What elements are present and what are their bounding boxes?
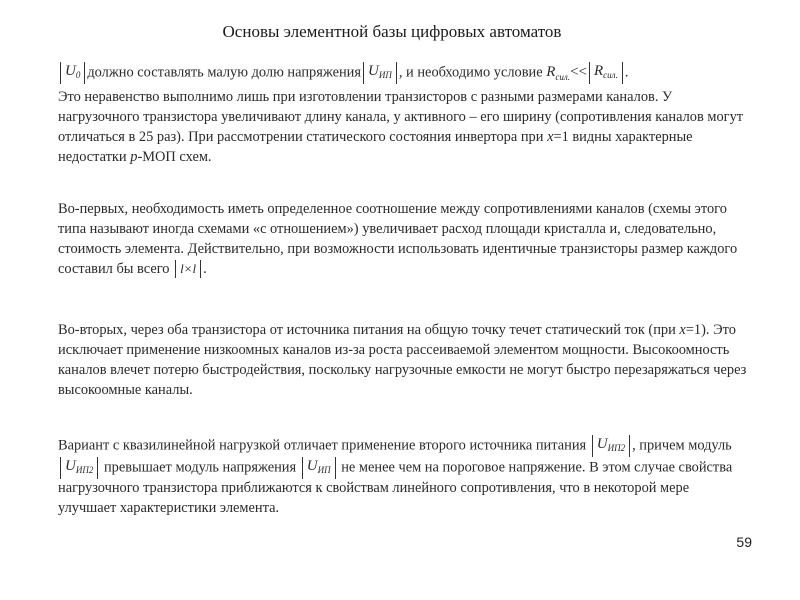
- formula-u0-base: U: [65, 63, 76, 80]
- formula-r-on-base: R: [546, 64, 556, 81]
- slide-title: Основы элементной базы цифровых автоматов: [222, 22, 562, 41]
- p4-text-1: Вариант с квазилинейной нагрузкой отличает применение второго источника питания: [58, 437, 587, 454]
- formula-u0: [60, 62, 85, 84]
- formula-u0-sub: 0: [75, 70, 81, 81]
- formula-uip2-modulus-base: U: [65, 458, 76, 474]
- page-number: 59: [736, 534, 752, 550]
- paragraph-condition: [58, 62, 748, 168]
- p2-text-2: .: [203, 260, 207, 277]
- paragraph-second-drawback: [58, 321, 748, 401]
- formula-uip1: [302, 457, 336, 479]
- formula-uip2-sub: ИП2: [607, 443, 626, 453]
- p2-text-1: Во-первых, необходимость иметь определенное соотношение между сопротивлениями каналов (схемы этого типа называют иногда схемами «с отношением») увеличивает расход площади кристалла и, следовательно, стоимость элемента. Действительно, при возможности использовать идентичные транзисторы размер каждого составил бы всего: [58, 201, 738, 277]
- p3-text-1: Во-вторых, через оба транзистора от источника питания на общую точку течет статический ток (при: [58, 322, 676, 338]
- p4-text-3: превышает модуль напряжения: [103, 459, 297, 476]
- formula-lxl: l×l: [175, 260, 201, 278]
- formula-r-off-sub: сил.: [603, 70, 618, 80]
- formula-uip1-sub: ИП: [317, 465, 331, 475]
- p1-p-var: p: [130, 149, 138, 166]
- p1-text-5: =1 видны характерные недостатки: [58, 129, 693, 166]
- formula-uip1-base: U: [306, 458, 318, 474]
- formula-uip2-base: U: [596, 436, 608, 452]
- formula-uip-base: U: [368, 63, 379, 80]
- formula-uip2-modulus-sub: ИП2: [75, 465, 94, 475]
- paragraph-first-drawback: [58, 200, 748, 280]
- p3-x-var: x: [679, 322, 686, 338]
- p1-text-2: , и необходимо условие: [398, 64, 543, 81]
- p1-text-4: Это неравенство выполнимо лишь при изготовлении транзисторов с разными размерами каналов. У нагрузочного транзистора увеличивают длину канала, у активного – его ширину (сопротивления каналов могут отличаться в 25 раз). При рассмотрении статического состояния инвертора при: [58, 89, 744, 146]
- formula-r-off: [589, 62, 623, 84]
- paragraph-quasilinear-load: [58, 435, 748, 519]
- formula-r-condition: [546, 63, 625, 83]
- p4-text-4: не менее чем на пороговое напряжение. В этом случае свойства нагрузочного транзистора приближаются к свойствам линейного сопротивления, что в некоторой мере улучшает характеристики элемента.: [58, 459, 733, 516]
- formula-r-on-sub: сил.: [555, 72, 571, 83]
- p3-text-2: =1). Это исключает применение низкоомных каналов из-за роста рассеиваемой элементом мощности. Высокоомность каналов влечет потерю быстродействия, поскольку нагрузочные емкости не могут быстро перезаряжаться через высокоомные каналы.: [58, 322, 747, 398]
- formula-uip2: [592, 435, 630, 457]
- formula-ll-sign: <<: [570, 64, 587, 81]
- p1-x-var: x: [547, 129, 554, 146]
- formula-uip2-modulus: [60, 457, 98, 479]
- formula-uip-sub: ИП: [378, 70, 392, 81]
- p4-text-2: , причем модуль: [632, 437, 732, 454]
- p1-text-1: должно составлять малую долю напряжения: [87, 64, 362, 81]
- formula-uip: [363, 62, 397, 84]
- formula-r-off-base: R: [593, 63, 604, 79]
- p1-text-6: -МОП схем.: [137, 149, 212, 166]
- p1-text-3: .: [624, 64, 629, 81]
